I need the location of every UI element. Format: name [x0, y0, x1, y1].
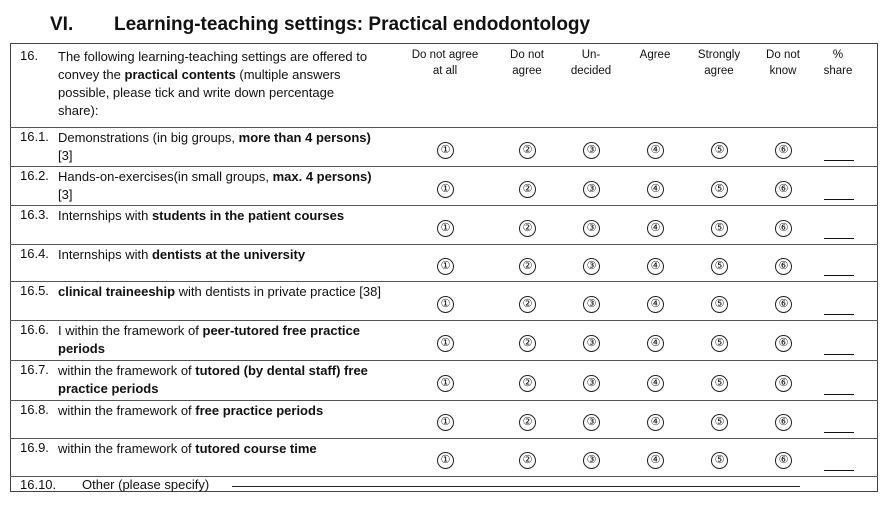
rating-option-1[interactable]: ①	[437, 375, 454, 392]
text-segment: Internships with	[58, 247, 152, 262]
percent-share-field[interactable]	[824, 314, 854, 315]
rating-option-5[interactable]: ⑤	[711, 335, 728, 352]
rating-option-2[interactable]: ②	[519, 296, 536, 313]
percent-share-field[interactable]	[824, 432, 854, 433]
rating-option-6[interactable]: ⑥	[775, 296, 792, 313]
section-title: Learning-teaching settings: Practical endodontology	[114, 14, 591, 35]
other-label: Other (please specify)	[82, 477, 210, 492]
section-number: VI.	[50, 14, 74, 35]
rating-option-2[interactable]: ②	[519, 414, 536, 431]
rating-option-1[interactable]: ①	[437, 296, 454, 313]
text-segment: with dentists in private practice [38]	[175, 284, 381, 299]
emphasis-text: max. 4 persons)	[272, 169, 372, 184]
question-text	[58, 48, 378, 120]
rating-option-1[interactable]: ①	[437, 452, 454, 469]
rating-option-5[interactable]: ⑤	[711, 452, 728, 469]
rating-option-5[interactable]: ⑤	[711, 142, 728, 159]
item-text	[58, 402, 388, 420]
percent-share-field[interactable]	[824, 354, 854, 355]
item-number: 16.9.	[20, 440, 49, 455]
item-number: 16.6.	[20, 322, 49, 337]
rating-option-4[interactable]: ④	[647, 142, 664, 159]
emphasis-text: more than 4 persons)	[238, 130, 371, 145]
rating-option-6[interactable]: ⑥	[775, 142, 792, 159]
row-divider	[10, 360, 878, 361]
column-header: Agree	[639, 49, 671, 61]
item-number: 16.2.	[20, 168, 49, 183]
rating-option-2[interactable]: ②	[519, 452, 536, 469]
text-segment: Internships with	[58, 208, 152, 223]
item-text	[58, 362, 388, 398]
rating-option-6[interactable]: ⑥	[775, 258, 792, 275]
other-number: 16.10.	[20, 477, 57, 492]
row-divider	[10, 127, 878, 128]
text-segment: within the framework of	[58, 403, 196, 418]
rating-option-1[interactable]: ①	[437, 414, 454, 431]
rating-option-5[interactable]: ⑤	[711, 375, 728, 392]
item-text	[58, 246, 388, 264]
rating-option-6[interactable]: ⑥	[775, 335, 792, 352]
rating-option-4[interactable]: ④	[647, 375, 664, 392]
rating-option-6[interactable]: ⑥	[775, 375, 792, 392]
item-text	[58, 207, 388, 225]
rating-option-2[interactable]: ②	[519, 258, 536, 275]
rating-option-1[interactable]: ①	[437, 220, 454, 237]
column-header: Do not agree at all	[411, 49, 479, 77]
column-header: Un-decided	[570, 49, 612, 77]
row-divider	[10, 205, 878, 206]
rating-option-2[interactable]: ②	[519, 220, 536, 237]
emphasis-text: dentists at the university	[151, 247, 306, 262]
rating-option-4[interactable]: ④	[647, 335, 664, 352]
item-number: 16.3.	[20, 207, 49, 222]
rating-option-6[interactable]: ⑥	[775, 220, 792, 237]
rating-option-5[interactable]: ⑤	[711, 220, 728, 237]
percent-share-field[interactable]	[824, 199, 854, 200]
item-number: 16.5.	[20, 283, 49, 298]
rating-option-1[interactable]: ①	[437, 142, 454, 159]
rating-option-4[interactable]: ④	[647, 220, 664, 237]
item-text	[58, 168, 388, 204]
column-header: % share	[823, 49, 853, 77]
text-segment: within the framework of	[58, 363, 196, 378]
rating-option-3[interactable]: ③	[583, 220, 600, 237]
emphasis-text: tutored course time	[195, 441, 317, 456]
rating-option-4[interactable]: ④	[647, 296, 664, 313]
rating-option-5[interactable]: ⑤	[711, 181, 728, 198]
rating-option-1[interactable]: ①	[437, 181, 454, 198]
percent-share-field[interactable]	[824, 238, 854, 239]
text-segment: within the framework of	[58, 441, 196, 456]
emphasis-text: clinical traineeship	[58, 284, 176, 299]
rating-option-6[interactable]: ⑥	[775, 181, 792, 198]
rating-option-4[interactable]: ④	[647, 414, 664, 431]
rating-option-5[interactable]: ⑤	[711, 258, 728, 275]
column-header: Do not know	[766, 49, 800, 77]
item-number: 16.8.	[20, 402, 49, 417]
rating-option-3[interactable]: ③	[583, 452, 600, 469]
emphasis-text: free practice periods	[195, 403, 324, 418]
other-specify-line[interactable]	[232, 486, 800, 487]
rating-option-5[interactable]: ⑤	[711, 414, 728, 431]
percent-share-field[interactable]	[824, 470, 854, 471]
rating-option-3[interactable]: ③	[583, 375, 600, 392]
question-number: 16.	[20, 48, 39, 63]
row-divider	[10, 281, 878, 282]
rating-option-6[interactable]: ⑥	[775, 452, 792, 469]
rating-option-3[interactable]: ③	[583, 296, 600, 313]
emphasis-text: tutored (by dental staff) free practice periods	[58, 363, 368, 396]
text-segment: Demonstrations (in big groups,	[58, 130, 239, 145]
rating-option-1[interactable]: ①	[437, 258, 454, 275]
item-text	[58, 440, 388, 458]
column-header: Do not agree	[510, 49, 544, 77]
item-number: 16.7.	[20, 362, 49, 377]
rating-option-2[interactable]: ②	[519, 335, 536, 352]
rating-option-6[interactable]: ⑥	[775, 414, 792, 431]
text-segment: [3]	[58, 148, 73, 163]
percent-share-field[interactable]	[824, 160, 854, 161]
rating-option-4[interactable]: ④	[647, 452, 664, 469]
rating-option-3[interactable]: ③	[583, 258, 600, 275]
row-divider	[10, 166, 878, 167]
text-segment: The following learning-teaching settings are offered to convey the	[58, 49, 368, 82]
percent-share-field[interactable]	[824, 394, 854, 395]
rating-option-3[interactable]: ③	[583, 335, 600, 352]
rating-option-5[interactable]: ⑤	[711, 296, 728, 313]
rating-option-1[interactable]: ①	[437, 335, 454, 352]
item-number: 16.4.	[20, 246, 49, 261]
text-segment: I within the framework of	[58, 323, 203, 338]
column-header: Strongly agree	[697, 49, 741, 77]
item-text	[58, 322, 388, 358]
section-heading	[50, 14, 590, 36]
item-text	[58, 283, 388, 301]
percent-share-field[interactable]	[824, 275, 854, 276]
row-divider	[10, 438, 878, 439]
text-segment: [3]	[58, 187, 73, 202]
rating-option-3[interactable]: ③	[583, 142, 600, 159]
rating-option-3[interactable]: ③	[583, 181, 600, 198]
rating-option-2[interactable]: ②	[519, 181, 536, 198]
emphasis-text: practical contents	[124, 67, 236, 82]
rating-option-2[interactable]: ②	[519, 375, 536, 392]
text-segment: (multiple answers possible, please tick and write down percentage share):	[58, 67, 341, 118]
row-divider	[10, 400, 878, 401]
rating-option-3[interactable]: ③	[583, 414, 600, 431]
item-text	[58, 129, 388, 165]
row-divider	[10, 244, 878, 245]
item-number: 16.1.	[20, 129, 49, 144]
emphasis-text: students in the patient courses	[151, 208, 345, 223]
row-divider	[10, 320, 878, 321]
rating-option-2[interactable]: ②	[519, 142, 536, 159]
text-segment: Hands-on-exercises(in small groups,	[58, 169, 273, 184]
rating-option-4[interactable]: ④	[647, 181, 664, 198]
emphasis-text: peer-tutored free practice periods	[58, 323, 360, 356]
rating-option-4[interactable]: ④	[647, 258, 664, 275]
